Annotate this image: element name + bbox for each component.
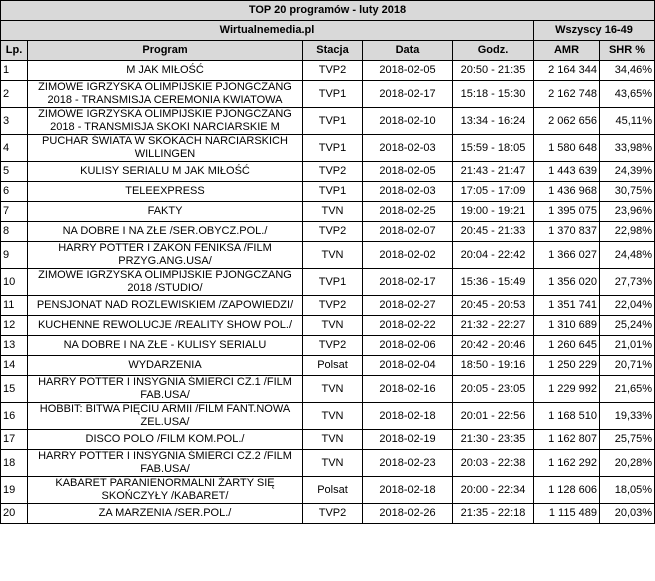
cell-godz: 21:43 - 21:47 xyxy=(453,162,534,182)
cell-program: DISCO POLO /FILM KOM.POL./ xyxy=(28,430,303,450)
col-header-stacja: Stacja xyxy=(303,41,363,61)
cell-data: 2018-02-18 xyxy=(363,477,453,504)
cell-data: 2018-02-23 xyxy=(363,450,453,477)
cell-lp: 15 xyxy=(1,376,28,403)
cell-stacja: TVP2 xyxy=(303,162,363,182)
cell-godz: 20:42 - 20:46 xyxy=(453,336,534,356)
cell-data: 2018-02-07 xyxy=(363,222,453,242)
cell-lp: 17 xyxy=(1,430,28,450)
cell-godz: 20:45 - 21:33 xyxy=(453,222,534,242)
cell-program: KULISY SERIALU M JAK MIŁOŚĆ xyxy=(28,162,303,182)
cell-lp: 20 xyxy=(1,504,28,524)
cell-amr: 1 168 510 xyxy=(534,403,600,430)
cell-lp: 18 xyxy=(1,450,28,477)
audience-group-label: Wszyscy 16-49 xyxy=(534,21,655,41)
cell-shr: 20,71% xyxy=(600,356,655,376)
cell-godz: 17:05 - 17:09 xyxy=(453,182,534,202)
cell-godz: 20:04 - 22:42 xyxy=(453,242,534,269)
cell-program: PENSJONAT NAD ROZLEWISKIEM /ZAPOWIEDZI/ xyxy=(28,296,303,316)
cell-shr: 45,11% xyxy=(600,108,655,135)
cell-godz: 20:45 - 20:53 xyxy=(453,296,534,316)
cell-stacja: TVN xyxy=(303,316,363,336)
cell-godz: 20:05 - 23:05 xyxy=(453,376,534,403)
cell-shr: 20,28% xyxy=(600,450,655,477)
col-header-lp: Lp. xyxy=(1,41,28,61)
cell-shr: 43,65% xyxy=(600,81,655,108)
cell-program: FAKTY xyxy=(28,202,303,222)
cell-lp: 12 xyxy=(1,316,28,336)
cell-lp: 16 xyxy=(1,403,28,430)
cell-shr: 22,04% xyxy=(600,296,655,316)
cell-shr: 25,75% xyxy=(600,430,655,450)
table-row xyxy=(1,356,655,376)
cell-stacja: TVN xyxy=(303,376,363,403)
table-row xyxy=(1,135,655,162)
cell-shr: 18,05% xyxy=(600,477,655,504)
cell-data: 2018-02-25 xyxy=(363,202,453,222)
table-row xyxy=(1,202,655,222)
table-row xyxy=(1,162,655,182)
cell-stacja: TVN xyxy=(303,242,363,269)
col-header-amr: AMR xyxy=(534,41,600,61)
cell-amr: 1 443 639 xyxy=(534,162,600,182)
col-header-program: Program xyxy=(28,41,303,61)
cell-amr: 1 366 027 xyxy=(534,242,600,269)
cell-stacja: TVN xyxy=(303,430,363,450)
cell-data: 2018-02-06 xyxy=(363,336,453,356)
cell-shr: 33,98% xyxy=(600,135,655,162)
table-row xyxy=(1,296,655,316)
cell-data: 2018-02-16 xyxy=(363,376,453,403)
cell-shr: 21,65% xyxy=(600,376,655,403)
cell-godz: 13:34 - 16:24 xyxy=(453,108,534,135)
cell-program: KUCHENNE REWOLUCJE /REALITY SHOW POL./ xyxy=(28,316,303,336)
cell-stacja: TVN xyxy=(303,202,363,222)
table-row xyxy=(1,108,655,135)
cell-godz: 15:18 - 15:30 xyxy=(453,81,534,108)
cell-program: TELEEXPRESS xyxy=(28,182,303,202)
cell-shr: 27,73% xyxy=(600,269,655,296)
cell-program: NA DOBRE I NA ZŁE /SER.OBYCZ.POL./ xyxy=(28,222,303,242)
cell-godz: 20:00 - 22:34 xyxy=(453,477,534,504)
cell-program: KABARET PARANIENORMALNI ŻARTY SIĘ SKOŃCZYŁY /KABARET/ xyxy=(28,477,303,504)
cell-amr: 1 580 648 xyxy=(534,135,600,162)
cell-shr: 22,98% xyxy=(600,222,655,242)
cell-amr: 1 310 689 xyxy=(534,316,600,336)
cell-amr: 2 164 344 xyxy=(534,61,600,81)
cell-shr: 25,24% xyxy=(600,316,655,336)
cell-program: WYDARZENIA xyxy=(28,356,303,376)
table-row xyxy=(1,242,655,269)
cell-data: 2018-02-05 xyxy=(363,162,453,182)
cell-amr: 1 356 020 xyxy=(534,269,600,296)
cell-godz: 21:35 - 22:18 xyxy=(453,504,534,524)
cell-data: 2018-02-17 xyxy=(363,81,453,108)
cell-amr: 1 162 292 xyxy=(534,450,600,477)
col-header-godz: Godz. xyxy=(453,41,534,61)
table-row xyxy=(1,336,655,356)
cell-shr: 19,33% xyxy=(600,403,655,430)
cell-data: 2018-02-22 xyxy=(363,316,453,336)
table-row xyxy=(1,450,655,477)
cell-lp: 5 xyxy=(1,162,28,182)
cell-shr: 24,48% xyxy=(600,242,655,269)
cell-godz: 20:01 - 22:56 xyxy=(453,403,534,430)
cell-shr: 20,03% xyxy=(600,504,655,524)
cell-data: 2018-02-10 xyxy=(363,108,453,135)
table-title: TOP 20 programów - luty 2018 xyxy=(1,1,655,21)
cell-amr: 1 128 606 xyxy=(534,477,600,504)
cell-stacja: TVP1 xyxy=(303,135,363,162)
cell-data: 2018-02-18 xyxy=(363,403,453,430)
table-row xyxy=(1,61,655,81)
cell-godz: 20:03 - 22:38 xyxy=(453,450,534,477)
cell-lp: 14 xyxy=(1,356,28,376)
cell-lp: 4 xyxy=(1,135,28,162)
cell-program: ZA MARZENIA /SER.POL./ xyxy=(28,504,303,524)
cell-lp: 9 xyxy=(1,242,28,269)
cell-stacja: TVP2 xyxy=(303,336,363,356)
cell-godz: 20:50 - 21:35 xyxy=(453,61,534,81)
cell-stacja: TVP1 xyxy=(303,108,363,135)
cell-lp: 8 xyxy=(1,222,28,242)
cell-shr: 23,96% xyxy=(600,202,655,222)
cell-stacja: TVN xyxy=(303,450,363,477)
cell-lp: 6 xyxy=(1,182,28,202)
cell-data: 2018-02-27 xyxy=(363,296,453,316)
source-label: Wirtualnemedia.pl xyxy=(1,21,534,41)
cell-stacja: TVP1 xyxy=(303,182,363,202)
cell-data: 2018-02-04 xyxy=(363,356,453,376)
cell-amr: 1 395 075 xyxy=(534,202,600,222)
cell-program: PUCHAR ŚWIATA W SKOKACH NARCIARSKICH WILLINGEN xyxy=(28,135,303,162)
cell-godz: 15:36 - 15:49 xyxy=(453,269,534,296)
cell-amr: 1 351 741 xyxy=(534,296,600,316)
cell-amr: 2 162 748 xyxy=(534,81,600,108)
cell-data: 2018-02-17 xyxy=(363,269,453,296)
cell-godz: 21:30 - 23:35 xyxy=(453,430,534,450)
cell-program: NA DOBRE I NA ZŁE - KULISY SERIALU xyxy=(28,336,303,356)
cell-godz: 18:50 - 19:16 xyxy=(453,356,534,376)
cell-godz: 15:59 - 18:05 xyxy=(453,135,534,162)
cell-program: HARRY POTTER I INSYGNIA ŚMIERCI CZ.2 /FILM FAB.USA/ xyxy=(28,450,303,477)
cell-lp: 19 xyxy=(1,477,28,504)
cell-lp: 13 xyxy=(1,336,28,356)
cell-program: HARRY POTTER I ZAKON FENIKSA /FILM PRZYG.ANG.USA/ xyxy=(28,242,303,269)
table-row xyxy=(1,477,655,504)
cell-stacja: TVP1 xyxy=(303,269,363,296)
cell-data: 2018-02-19 xyxy=(363,430,453,450)
cell-amr: 1 370 837 xyxy=(534,222,600,242)
col-header-data: Data xyxy=(363,41,453,61)
table-row xyxy=(1,269,655,296)
cell-lp: 1 xyxy=(1,61,28,81)
cell-stacja: TVP1 xyxy=(303,81,363,108)
cell-lp: 11 xyxy=(1,296,28,316)
table-row xyxy=(1,222,655,242)
cell-program: ZIMOWE IGRZYSKA OLIMPIJSKIE PJONGCZANG 2018 /STUDIO/ xyxy=(28,269,303,296)
cell-lp: 10 xyxy=(1,269,28,296)
cell-shr: 34,46% xyxy=(600,61,655,81)
cell-stacja: Polsat xyxy=(303,356,363,376)
cell-stacja: TVP2 xyxy=(303,296,363,316)
table-row xyxy=(1,430,655,450)
cell-data: 2018-02-03 xyxy=(363,135,453,162)
cell-shr: 21,01% xyxy=(600,336,655,356)
col-header-shr: SHR % xyxy=(600,41,655,61)
cell-amr: 1 250 229 xyxy=(534,356,600,376)
cell-program: ZIMOWE IGRZYSKA OLIMPIJSKIE PJONGCZANG 2018 - TRANSMISJA SKOKI NARCIARSKIE M xyxy=(28,108,303,135)
cell-amr: 1 162 807 xyxy=(534,430,600,450)
table-row xyxy=(1,403,655,430)
cell-lp: 7 xyxy=(1,202,28,222)
cell-program: HARRY POTTER I INSYGNIA ŚMIERCI CZ.1 /FILM FAB.USA/ xyxy=(28,376,303,403)
cell-amr: 1 115 489 xyxy=(534,504,600,524)
cell-stacja: TVP2 xyxy=(303,61,363,81)
cell-shr: 30,75% xyxy=(600,182,655,202)
cell-shr: 24,39% xyxy=(600,162,655,182)
cell-amr: 2 062 656 xyxy=(534,108,600,135)
cell-data: 2018-02-05 xyxy=(363,61,453,81)
cell-lp: 2 xyxy=(1,81,28,108)
cell-amr: 1 229 992 xyxy=(534,376,600,403)
cell-stacja: TVP2 xyxy=(303,222,363,242)
cell-godz: 19:00 - 19:21 xyxy=(453,202,534,222)
cell-godz: 21:32 - 22:27 xyxy=(453,316,534,336)
cell-data: 2018-02-02 xyxy=(363,242,453,269)
table-row xyxy=(1,376,655,403)
cell-stacja: TVN xyxy=(303,403,363,430)
cell-stacja: TVP2 xyxy=(303,504,363,524)
cell-data: 2018-02-26 xyxy=(363,504,453,524)
cell-amr: 1 436 968 xyxy=(534,182,600,202)
table-row xyxy=(1,81,655,108)
table-row xyxy=(1,316,655,336)
table-row xyxy=(1,182,655,202)
cell-data: 2018-02-03 xyxy=(363,182,453,202)
cell-amr: 1 260 645 xyxy=(534,336,600,356)
cell-program: ZIMOWE IGRZYSKA OLIMPIJSKIE PJONGCZANG 2018 - TRANSMISJA CEREMONIA KWIATOWA xyxy=(28,81,303,108)
cell-program: M JAK MIŁOŚĆ xyxy=(28,61,303,81)
table-row xyxy=(1,504,655,524)
cell-program: HOBBIT: BITWA PIĘCIU ARMII /FILM FANT.NOWA ZEL.USA/ xyxy=(28,403,303,430)
cell-lp: 3 xyxy=(1,108,28,135)
cell-stacja: Polsat xyxy=(303,477,363,504)
